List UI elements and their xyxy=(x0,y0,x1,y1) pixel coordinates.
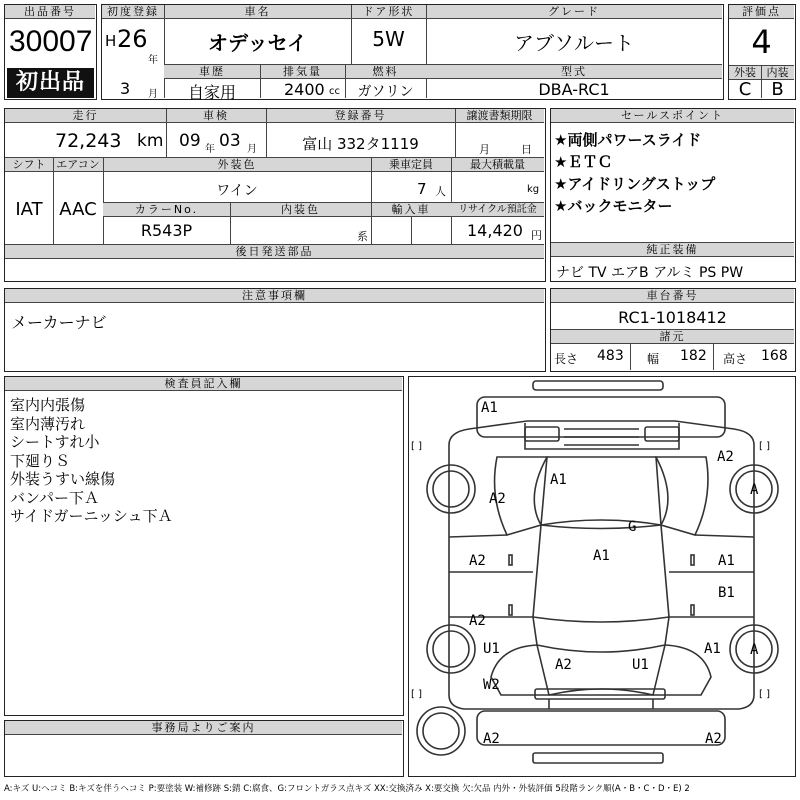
legend: A:キズ U:ヘコミ B:キズを伴うヘコミ P:要塗装 W:補修跡 S:錆 C:腐食、G:フロントガラス点キズ XX:交換済み X:要交換 欠:欠品 内外・外装評価 5段階ランク順(A・B・C・D・E) 2 xyxy=(4,784,690,794)
equipment-label: 純正装備 xyxy=(551,243,794,257)
model-label: 型式 xyxy=(426,65,722,79)
mark-a2-bonnet: A2 xyxy=(489,491,506,507)
mark-a1-right-front-door: A1 xyxy=(718,553,735,569)
lot-number: 30007 xyxy=(9,25,93,58)
plate-number: 富山 332タ1119 xyxy=(302,135,419,153)
inspect-label: 車検 xyxy=(166,109,266,123)
dims-label: 諸元 xyxy=(551,330,794,344)
import-label: 輸入車 xyxy=(371,203,451,217)
inspect-month-unit: 月 xyxy=(247,144,257,155)
mark-u1-left: U1 xyxy=(483,641,500,657)
mark-g: G xyxy=(628,519,637,535)
inspect-month: 03 xyxy=(219,131,241,151)
era: H xyxy=(105,32,117,50)
caution-text: メーカーナビ xyxy=(11,313,107,332)
mark-w2: W2 xyxy=(483,677,500,693)
recycle-fee: 14,420 xyxy=(467,221,523,240)
model-code: DBA-RC1 xyxy=(538,80,610,99)
mileage-label: 走行 xyxy=(5,109,166,123)
sales-point-2: ★ＥＴＣ xyxy=(554,153,613,171)
mark-a2-front-door: A2 xyxy=(469,553,486,569)
mark-a1-roof: A1 xyxy=(593,548,610,564)
fuel: ガソリン xyxy=(357,84,414,100)
car-outline-icon xyxy=(409,377,794,775)
reg-month: 3 xyxy=(120,79,131,98)
mark-a2-rear-left: A2 xyxy=(483,731,500,747)
ext-label: 外装 xyxy=(729,66,761,80)
color-no-label: カラーNo. xyxy=(103,203,230,217)
disp-unit: cc xyxy=(329,86,340,97)
inspector-note-7: サイドガーニッシュ下Ａ xyxy=(10,507,173,525)
grade: アブソルート xyxy=(514,31,634,55)
mark-a2-trunk: A2 xyxy=(555,657,572,673)
mark-a2-rear-door: A2 xyxy=(469,613,486,629)
lot-box xyxy=(4,4,97,100)
vehicle-info-box xyxy=(101,4,724,100)
grade-label: グレード xyxy=(426,5,722,19)
score-label: 評価点 xyxy=(729,5,794,19)
sales-points-label: セールスポイント xyxy=(551,109,794,123)
int-grade: B xyxy=(771,79,784,100)
height-label: 高さ xyxy=(723,352,748,366)
mark-wheel-rr: A xyxy=(750,642,759,658)
air-conditioner: AAC xyxy=(59,199,97,220)
history-label: 車歴 xyxy=(164,65,260,79)
transfer-day: 日 xyxy=(521,143,532,156)
sales-points-box xyxy=(550,108,796,282)
seats-label: 乗車定員 xyxy=(371,158,451,172)
mark-a2-fr: A2 xyxy=(717,449,734,465)
mark-b1: B1 xyxy=(718,585,735,601)
body-color: ワイン xyxy=(216,183,258,199)
office-box xyxy=(4,720,404,777)
inspector-note-1: 室内内張傷 xyxy=(10,396,86,414)
int-color-unit: 系 xyxy=(357,230,368,243)
mark-u1-trunk: U1 xyxy=(632,657,649,673)
reg-year-unit: 年 xyxy=(148,55,158,66)
details-box xyxy=(4,108,546,282)
length: 483 xyxy=(597,348,624,364)
width: 182 xyxy=(680,348,707,364)
reg-label: 初度登録 xyxy=(102,5,164,19)
overall-score: 4 xyxy=(751,23,772,61)
bracket-rr: [ ] xyxy=(759,689,770,700)
chassis-box xyxy=(550,288,796,372)
mark-a1-front: A1 xyxy=(481,400,498,416)
int-color-label: 内装色 xyxy=(230,203,371,217)
recycle-unit: 円 xyxy=(531,229,542,242)
mark-a1-right-rear: A1 xyxy=(704,641,721,657)
inspector-note-6: バンパー下Ａ xyxy=(10,488,99,507)
inspector-note-3: シートすれ小 xyxy=(10,433,100,451)
transfer-label: 譲渡書類期限 xyxy=(455,109,544,123)
sales-point-3: ★アイドリングストップ xyxy=(554,175,716,193)
vehicle-name: オデッセイ xyxy=(208,31,307,55)
ac-label: エアコン xyxy=(53,158,103,172)
car-diagram xyxy=(408,376,796,777)
caution-box xyxy=(4,288,546,372)
load-unit: kg xyxy=(527,184,540,195)
bracket-rl: [ ] xyxy=(411,689,422,700)
inspect-year: 09 xyxy=(179,131,201,151)
inspector-box xyxy=(4,376,404,716)
door-type: 5W xyxy=(372,27,405,51)
fuel-label: 燃料 xyxy=(345,65,426,79)
color-label: 外装色 xyxy=(103,158,371,172)
sales-point-1: ★両側パワースライド xyxy=(554,131,702,149)
caution-label: 注意事項欄 xyxy=(5,289,544,303)
inspector-label: 検査員記入欄 xyxy=(5,377,402,391)
first-listing-badge: 初出品 xyxy=(7,68,94,98)
plate-label: 登録番号 xyxy=(266,109,455,123)
seats-unit: 人 xyxy=(435,185,446,198)
reg-month-unit: 月 xyxy=(148,89,158,100)
inspector-note-2: 室内薄汚れ xyxy=(10,414,86,433)
lot-label: 出品番号 xyxy=(5,5,95,19)
name-label: 車名 xyxy=(164,5,351,19)
mark-wheel-fr: A xyxy=(750,482,759,498)
disp-label: 排気量 xyxy=(260,65,345,79)
height: 168 xyxy=(761,348,788,364)
sales-point-4: ★バックモニター xyxy=(554,197,673,215)
recycle-label: リサイクル預託金 xyxy=(451,203,544,217)
bracket-fr: [ ] xyxy=(759,441,770,452)
displacement: 2400 xyxy=(284,80,325,99)
length-label: 長さ xyxy=(554,352,579,366)
int-label: 内装 xyxy=(761,66,794,80)
load-label: 最大積載量 xyxy=(451,158,544,172)
score-box xyxy=(728,4,796,100)
later-parts-label: 後日発送部品 xyxy=(5,245,544,259)
door-label: ドア形状 xyxy=(351,5,426,19)
inspect-year-unit: 年 xyxy=(205,144,215,155)
history: 自家用 xyxy=(187,83,236,102)
chassis-number: RC1-1018412 xyxy=(618,308,727,327)
inspector-note-5: 外装うすい線傷 xyxy=(10,470,116,488)
transfer-month: 月 xyxy=(479,143,490,156)
width-label: 幅 xyxy=(647,352,660,366)
office-label: 事務局よりご案内 xyxy=(5,721,402,735)
shift: IAT xyxy=(15,199,43,220)
color-number: R543P xyxy=(140,221,193,240)
mark-a1-bonnet: A1 xyxy=(550,472,567,488)
mark-a2-rear-right: A2 xyxy=(705,731,722,747)
bracket-fl: [ ] xyxy=(411,441,422,452)
ext-grade: C xyxy=(738,79,752,100)
equipment: ナビ TV エアB アルミ PS PW xyxy=(556,265,744,281)
mileage-unit: km xyxy=(137,131,164,151)
reg-year: 26 xyxy=(117,25,148,53)
seats: 7 xyxy=(417,180,427,198)
inspector-note-4: 下廻りＳ xyxy=(10,451,71,470)
mileage: 72,243 xyxy=(55,130,122,152)
chassis-label: 車台番号 xyxy=(551,289,794,303)
shift-label: シフト xyxy=(5,158,53,172)
